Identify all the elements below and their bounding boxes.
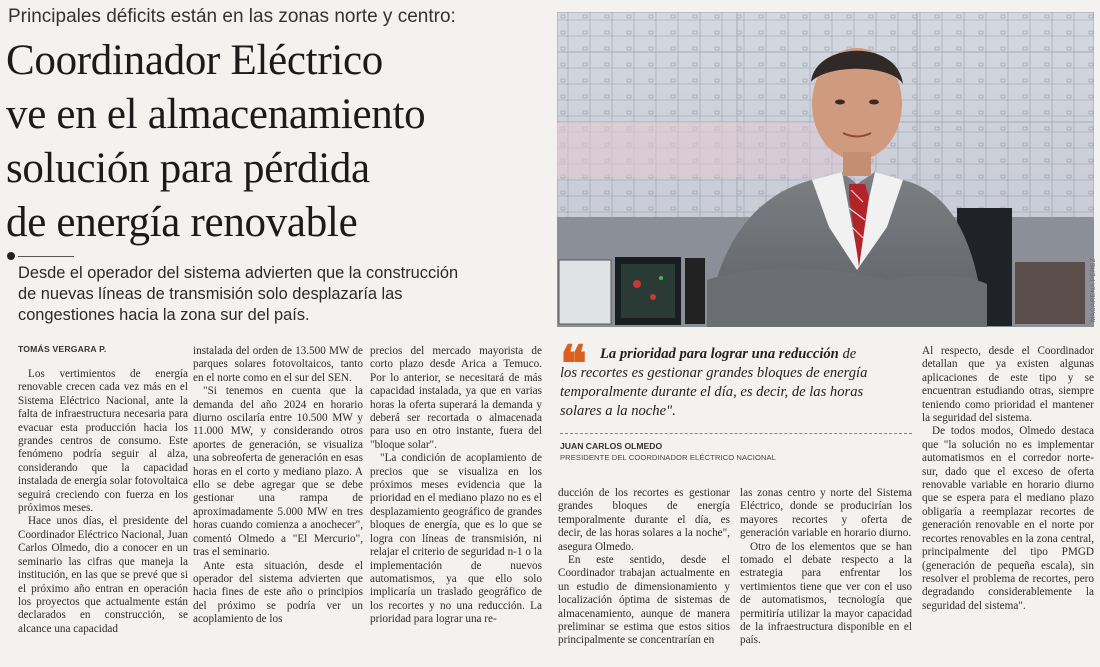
paragraph: las zonas centro y norte del Sistema Eléctrico, donde se producirían los mayores recortes y oferta de generación variable en horario diurno. xyxy=(740,487,912,540)
headline-line-1: Coordinador Eléctrico xyxy=(6,37,383,84)
pull-quote-line-2: los recortes es gestionar grandes bloques de energía xyxy=(560,365,868,381)
headline-line-2: ve en el almacenamiento xyxy=(6,91,426,138)
paragraph: instalada del orden de 13.500 MW de parques solares fotovoltaicos, tanto en el norte como en el sur del SEN. xyxy=(193,345,363,384)
paragraph: Los vertimientos de energía renovable crecen cada vez más en el Sistema Eléctrico Nacional, ante la falta de infraestructura necesaria para evacuar esta producción hacia los grandes centros de consumo. Este fenómeno podría seguir al alza, considerando que la capacidad instalada de energía solar fotovoltaica seguirá creciendo con fuerza en los próximos meses. xyxy=(18,368,188,515)
paragraph: "La condición de acoplamiento de precios que se visualiza en los próximos meses evidencia que la prioridad en el mediano plazo no es el desplazamiento geográfico de grandes bloques de energía, que es lo que se logra con líneas de transmisión, ni relajar el criterio de seguridad n-1 o la implementación de nuevos automatismos, ya que ello solo implicaría un traslado geográfico de los recortes y no una reducción. La prioridad para lograr una re- xyxy=(370,452,542,626)
paragraph: Otro de los elementos que se han tomado el debate respecto a la estrategia para enfrentar los vertimientos tiene que ver con el uso de automatismos, tecnología que permitiría utilizar la mayor capacidad de la infraestructura disponible en el país. xyxy=(740,540,912,647)
pull-quote-lead-rest: de xyxy=(838,346,857,362)
pull-quote-divider xyxy=(560,433,912,434)
pull-quote-line-3: temporalmente durante el día, es decir, de las horas xyxy=(560,384,864,400)
pull-quote-line-4: solares a la noche". xyxy=(560,403,676,419)
kicker: Principales déficits están en las zonas norte y centro: xyxy=(8,6,456,27)
author-byline: TOMÁS VERGARA P. xyxy=(18,344,107,354)
pull-quote-lead: La prioridad para lograr una reducción xyxy=(600,346,839,362)
paragraph: precios del mercado mayorista de corto plazo desde Arica a Temuco. Por lo anterior, se necesitará de más capacidad instalada, ya que en varias horas la oferta superará la demanda y deberá ser recortada o almacenada para uso en otro instante, fuera del "bloque solar". xyxy=(370,345,542,451)
paragraph: Al respecto, desde el Coordinador detallan que ya existen algunas aplicaciones de este tipo y se encuentran estudiando otras, siempre teniendo como prioridad el mantener la seguridad del sistema. xyxy=(922,345,1094,425)
headline-line-4: de energía renovable xyxy=(6,199,358,246)
body-column-3 xyxy=(370,345,542,627)
pull-quote xyxy=(560,336,912,421)
photo-credit: MACARENA PÉREZ xyxy=(1090,258,1097,323)
deck-line-3: congestiones hacia la zona sur del país. xyxy=(18,306,310,324)
quote-mark-icon: ❝ xyxy=(560,336,587,392)
body-column-5 xyxy=(740,487,912,648)
section-rule-dot xyxy=(7,252,15,260)
pull-quote-attribution-role: PRESIDENTE DEL COORDINADOR ELÉCTRICO NACIONAL xyxy=(560,453,777,462)
deck-line-2: de nuevas líneas de transmisión solo desplazaría las xyxy=(18,285,403,303)
deck-subtitle xyxy=(18,263,538,326)
body-column-2 xyxy=(193,345,363,627)
paragraph: Ante esta situación, desde el operador del sistema advierten que hacia fines de este año o principios del próximo se podría ver un acoplamiento de los xyxy=(193,559,363,626)
paragraph: De todos modos, Olmedo destaca que "la solución no es implementar automatismos en el corredor norte-sur, dado que el exceso de oferta renovable variable en horario diurno que se espera para el mediano plazo obligaría a reemplazar recortes de generación renovable en el norte por recortes renovables en la zona central, principalmente del tipo PMGD (generación de pequeña escala), sin resolver el problema de recortes, pero degradando considerablemente la seguridad del sistema". xyxy=(922,425,1094,612)
pull-quote-attribution-name: JUAN CARLOS OLMEDO xyxy=(560,441,663,451)
section-rule-line xyxy=(18,256,74,257)
body-column-1 xyxy=(18,368,188,636)
headline-line-3: solución para pérdida xyxy=(6,145,370,192)
paragraph: ducción de los recortes es gestionar grandes bloques de energía temporalmente durante el día, es decir, de las horas solares a la noche", asegura Olmedo. xyxy=(558,487,730,553)
control-room-portrait-image xyxy=(557,12,1094,327)
paragraph: Hace unos días, el presidente del Coordinador Eléctrico Nacional, Juan Carlos Olmedo, dio a conocer en un seminario las cifras que maneja la institución, en las que se prevé que si el próximo año entran en operación los proyectos que actualmente están declarados en construcción, se alcance una capacidad xyxy=(18,515,188,635)
paragraph: "Si tenemos en cuenta que la demanda del año 2024 en horario diurno oscilaría entre 10.500 MW y 11.000 MW, y considerando otros aportes de generación, se visualiza una sobreoferta de generación en esas horas en el corto y mediano plazo. A ello se debe agregar que se debe gestionar una rampa de aproximadamente 5.000 MW en tres horas cuando comienza a anochecer", comentó Olmedo a "El Mercurio", tras el seminario. xyxy=(193,385,363,559)
body-column-6 xyxy=(922,345,1094,613)
headline xyxy=(6,34,551,250)
portrait-photo xyxy=(557,12,1094,327)
pull-quote-text xyxy=(560,345,912,421)
body-column-4 xyxy=(558,487,730,648)
deck-line-1: Desde el operador del sistema advierten que la construcción xyxy=(18,264,459,282)
paragraph: En este sentido, desde el Coordinador trabajan actualmente en un estudio de dimensionamiento y localización óptima de sistemas de almacenamiento, aunque de manera preliminar se estima que estos sitios principalmente se concentrarían en xyxy=(558,554,730,647)
pull-quote-line-1 xyxy=(560,345,912,364)
